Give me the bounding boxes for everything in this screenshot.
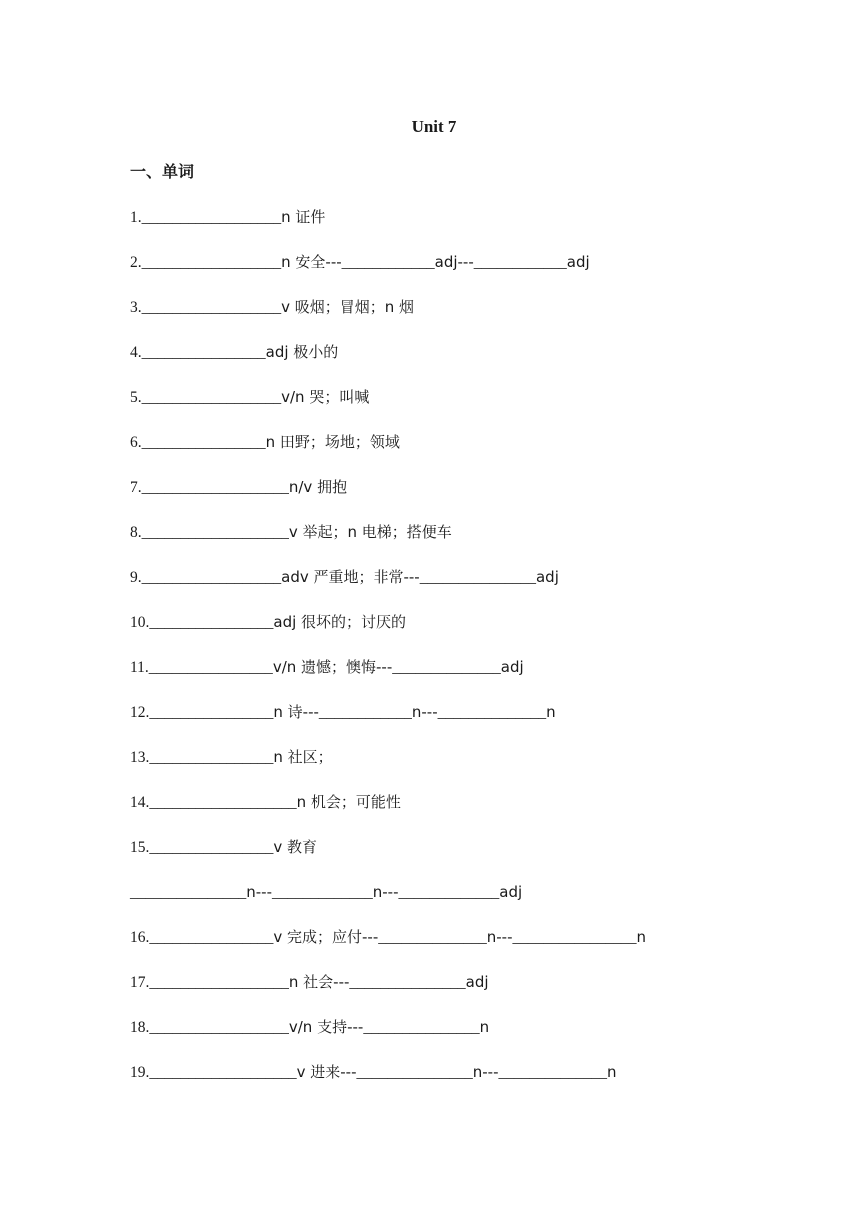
vocabulary-item: [130, 386, 790, 431]
answer-blank: _______________: [363, 1019, 480, 1036]
answer-blank: 7.___________________: [130, 479, 289, 496]
answer-blank: 19.___________________: [130, 1064, 297, 1081]
word-definition: n 田野；场地；领域: [265, 433, 400, 451]
vocabulary-item: [130, 926, 790, 971]
answer-blank: 9.__________________: [130, 569, 282, 586]
vocabulary-list: [130, 206, 790, 1106]
word-definition: v/n 支持---: [288, 1018, 364, 1036]
vocabulary-item: [130, 566, 790, 611]
word-definition: v 进来---: [296, 1063, 357, 1081]
word-definition: n---: [486, 928, 513, 946]
word-definition: n: [607, 1063, 617, 1081]
word-definition: n: [636, 928, 647, 946]
word-definition: adj: [535, 568, 559, 586]
answer-blank: _______________: [419, 569, 536, 586]
answer-blank: 8.___________________: [130, 524, 289, 541]
vocabulary-item: [130, 296, 790, 341]
word-definition: n---: [472, 1063, 499, 1081]
vocabulary-item: [130, 701, 790, 746]
vocabulary-item: [130, 341, 790, 386]
word-definition: v 举起；n 电梯；搭便车: [288, 523, 452, 541]
vocabulary-item: [130, 611, 790, 656]
word-definition: adj: [566, 253, 590, 271]
answer-blank: 14.___________________: [130, 794, 297, 811]
vocabulary-item: [130, 881, 790, 926]
vocabulary-item: [130, 251, 790, 296]
answer-blank: 5.__________________: [130, 389, 282, 406]
word-definition: n---: [372, 883, 399, 901]
word-definition: n 证件: [281, 208, 326, 226]
answer-blank: 10.________________: [130, 614, 274, 631]
answer-blank: ______________: [378, 929, 487, 946]
answer-blank: 6.________________: [130, 434, 266, 451]
answer-blank: 1.__________________: [130, 209, 282, 226]
vocabulary-item: [130, 1061, 790, 1106]
answer-blank: 11.________________: [130, 659, 273, 676]
word-definition: adj 很坏的；讨厌的: [273, 613, 407, 631]
word-definition: adj 极小的: [265, 343, 339, 361]
word-definition: v 完成；应付---: [273, 928, 379, 946]
word-definition: v/n 遗憾；懊悔---: [272, 658, 393, 676]
answer-blank: _______________: [356, 1064, 473, 1081]
vocabulary-item: [130, 836, 790, 881]
answer-blank: 16.________________: [130, 929, 274, 946]
answer-blank: ____________: [341, 254, 435, 271]
answer-blank: ______________: [498, 1064, 608, 1081]
word-definition: n 社区；: [273, 748, 333, 766]
vocabulary-item: [130, 1016, 790, 1061]
answer-blank: 13.________________: [130, 749, 274, 766]
answer-blank: _______________: [130, 884, 247, 901]
word-definition: n/v 拥抱: [288, 478, 348, 496]
answer-blank: _______________: [349, 974, 466, 991]
answer-blank: 15.________________: [130, 839, 274, 856]
word-definition: v 教育: [273, 838, 318, 856]
answer-blank: 18.__________________: [130, 1019, 289, 1036]
word-definition: adj: [499, 883, 523, 901]
answer-blank: ______________: [437, 704, 547, 721]
answer-blank: ____________: [473, 254, 567, 271]
word-definition: adj: [500, 658, 524, 676]
answer-blank: 12.________________: [130, 704, 274, 721]
answer-blank: 3.__________________: [130, 299, 282, 316]
word-definition: n---: [246, 883, 272, 901]
vocabulary-item: [130, 746, 790, 791]
answer-blank: _____________: [398, 884, 500, 901]
word-definition: n: [546, 703, 556, 721]
answer-blank: 2.__________________: [130, 254, 282, 271]
answer-blank: 17.__________________: [130, 974, 289, 991]
answer-blank: ______________: [392, 659, 501, 676]
vocabulary-item: [130, 476, 790, 521]
word-definition: n 机会；可能性: [296, 793, 401, 811]
vocabulary-item: [130, 431, 790, 476]
answer-blank: ____________: [318, 704, 412, 721]
vocabulary-item: [130, 656, 790, 701]
word-definition: n 诗---: [273, 703, 319, 721]
word-definition: v 吸烟；冒烟；n 烟: [281, 298, 415, 316]
page-title: Unit 7: [411, 117, 457, 136]
answer-blank: _____________: [272, 884, 373, 901]
word-definition: n 安全---: [281, 253, 342, 271]
word-definition: adv 严重地；非常---: [281, 568, 420, 586]
vocabulary-item: [130, 206, 790, 251]
vocabulary-item: [130, 521, 790, 566]
word-definition: adj: [465, 973, 489, 991]
answer-blank: 4.________________: [130, 344, 266, 361]
word-definition: n---: [411, 703, 438, 721]
section-heading: 一、单词: [130, 162, 195, 181]
word-definition: n 社会---: [288, 973, 350, 991]
word-definition: adj---: [434, 253, 474, 271]
vocabulary-item: [130, 791, 790, 836]
word-definition: v/n 哭；叫喊: [281, 388, 370, 406]
vocabulary-item: [130, 971, 790, 1016]
word-definition: n: [479, 1018, 490, 1036]
answer-blank: ________________: [512, 929, 637, 946]
